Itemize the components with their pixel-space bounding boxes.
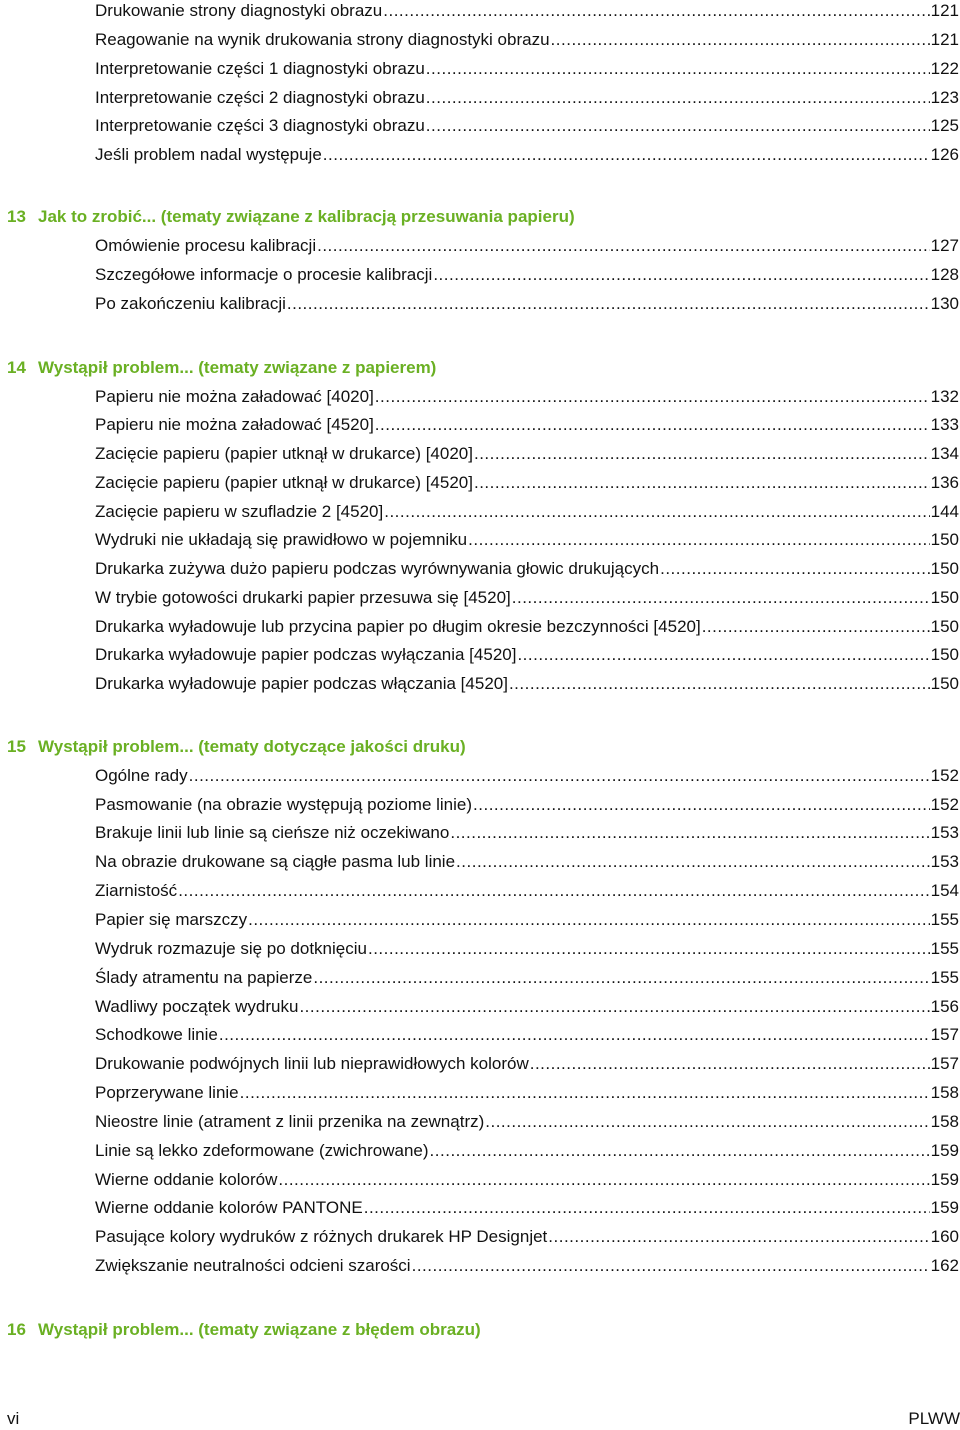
toc-entry-page: 159: [930, 1170, 959, 1189]
toc-entry-page: 130: [930, 294, 959, 313]
chapter-heading-13[interactable]: [7, 203, 960, 231]
leader-dots: [178, 877, 929, 905]
toc-entry[interactable]: [95, 1166, 959, 1194]
toc-entry-title: Papier się marszczy: [95, 910, 248, 929]
toc-entry-title: Wydruk rozmazuje się po dotknięciu: [95, 939, 367, 958]
toc-entry[interactable]: [95, 848, 959, 876]
leader-dots: [456, 848, 930, 876]
toc-entry[interactable]: [95, 261, 959, 289]
toc-entry-title: Drukarka wyładowuje lub przycina papier po długim okresie bezczynności [4520]: [95, 617, 701, 636]
leader-dots: [299, 993, 929, 1021]
leader-dots: [468, 526, 929, 554]
toc-entry-page: 158: [930, 1112, 959, 1131]
toc-entry-title: Schodkowe linie: [95, 1025, 218, 1044]
chapter-heading-15[interactable]: [7, 733, 960, 761]
leader-dots: [323, 141, 930, 169]
toc-entry-title: Interpretowanie części 2 diagnostyki obrazu: [95, 88, 425, 107]
leader-dots: [660, 555, 930, 583]
chapter-number: 16: [7, 1320, 26, 1339]
toc-entry[interactable]: [95, 877, 959, 905]
leader-dots: [426, 112, 930, 140]
leader-dots: [426, 84, 930, 112]
toc-entry[interactable]: [95, 993, 959, 1021]
toc-entry[interactable]: [95, 1223, 959, 1251]
toc-entry-title: Wierne oddanie kolorów PANTONE: [95, 1198, 363, 1217]
chapter-title: Wystąpił problem... (tematy związane z papierem): [38, 358, 437, 377]
toc-entry-page: 150: [930, 588, 959, 607]
toc-entry-title: Po zakończeniu kalibracji: [95, 294, 286, 313]
toc-entry-page: 136: [930, 473, 959, 492]
toc-entry[interactable]: [95, 584, 959, 612]
toc-entry-title: Ślady atramentu na papierze: [95, 968, 313, 987]
toc-entry-page: 126: [930, 145, 959, 164]
leader-dots: [313, 964, 929, 992]
toc-entry[interactable]: [95, 641, 959, 669]
toc-entry-title: Drukowanie podwójnych linii lub nieprawidłowych kolorów: [95, 1054, 529, 1073]
leader-dots: [512, 584, 930, 612]
toc-entry-title: Zacięcie papieru (papier utknął w drukarce) [4520]: [95, 473, 473, 492]
toc-entry[interactable]: [95, 1252, 959, 1280]
toc-entry-page: 162: [930, 1256, 959, 1275]
toc-entry[interactable]: [95, 555, 959, 583]
toc-entry-title: Drukowanie strony diagnostyki obrazu: [95, 1, 383, 20]
leader-dots: [240, 1079, 930, 1107]
toc-entry-page: 121: [930, 30, 959, 49]
toc-entry-title: Wadliwy początek wydruku: [95, 997, 299, 1016]
chapter-number: 15: [7, 737, 26, 756]
toc-entry-page: 123: [930, 88, 959, 107]
toc-entry[interactable]: [95, 0, 959, 25]
leader-dots: [548, 1223, 929, 1251]
leader-dots: [368, 935, 930, 963]
page-footer: [7, 1408, 960, 1430]
toc-entry-title: Drukarka zużywa dużo papieru podczas wyrównywania głowic drukujących: [95, 559, 660, 578]
footer-page-label: vi: [7, 1409, 20, 1428]
toc-entry-page: 158: [930, 1083, 959, 1102]
toc-entry-page: 150: [930, 674, 959, 693]
toc-entry[interactable]: [95, 613, 959, 641]
toc-entry-title: Zacięcie papieru w szufladzie 2 [4520]: [95, 502, 384, 521]
leader-dots: [383, 0, 929, 25]
leader-dots: [509, 670, 930, 698]
toc-entry-title: W trybie gotowości drukarki papier przesuwa się [4520]: [95, 588, 511, 607]
toc-entry-title: Interpretowanie części 3 diagnostyki obrazu: [95, 116, 425, 135]
toc-entry-title: Poprzerywane linie: [95, 1083, 239, 1102]
toc-entry-page: 152: [930, 766, 959, 785]
toc-entry-page: 128: [930, 265, 959, 284]
leader-dots: [551, 26, 930, 54]
toc-entry[interactable]: [95, 469, 959, 497]
toc-entry[interactable]: [95, 26, 959, 54]
toc-entry-title: Reagowanie na wynik drukowania strony diagnostyki obrazu: [95, 30, 550, 49]
toc-entry-title: Drukarka wyładowuje papier podczas włączania [4520]: [95, 674, 508, 693]
toc-entry-page: 133: [930, 415, 959, 434]
toc-entry-title: Pasmowanie (na obrazie występują poziome linie): [95, 795, 473, 814]
toc-entry[interactable]: [95, 1137, 959, 1165]
toc-entry-title: Jeśli problem nadal występuje: [95, 145, 322, 164]
toc-entry[interactable]: [95, 232, 959, 260]
toc-entry-page: 159: [930, 1141, 959, 1160]
footer-doc-code: PLWW: [908, 1409, 960, 1428]
toc-entry-page: 154: [930, 881, 959, 900]
toc-entry[interactable]: [95, 290, 959, 318]
leader-dots: [278, 1166, 929, 1194]
toc-entry-page: 155: [930, 939, 959, 958]
toc-entry-page: 153: [930, 852, 959, 871]
leader-dots: [189, 762, 930, 790]
leader-dots: [430, 1137, 930, 1165]
toc-entry-title: Zacięcie papieru (papier utknął w drukarce) [4020]: [95, 444, 473, 463]
toc-entry-title: Papieru nie można załadować [4520]: [95, 415, 374, 434]
toc-entry[interactable]: [95, 935, 959, 963]
leader-dots: [473, 791, 930, 819]
toc-entry-page: 155: [930, 968, 959, 987]
toc-entry[interactable]: [95, 762, 959, 790]
toc-entry-page: 134: [930, 444, 959, 463]
toc-entry-title: Papieru nie można załadować [4020]: [95, 387, 374, 406]
toc-entry-page: 121: [930, 1, 959, 20]
toc-entry-page: 160: [930, 1227, 959, 1246]
toc-entry[interactable]: [95, 906, 959, 934]
toc-entry[interactable]: [95, 1079, 959, 1107]
toc-entry[interactable]: [95, 383, 959, 411]
toc-entry-page: 159: [930, 1198, 959, 1217]
toc-entry[interactable]: [95, 819, 959, 847]
toc-entry[interactable]: [95, 84, 959, 112]
leader-dots: [364, 1194, 930, 1222]
toc-entry-page: 150: [930, 645, 959, 664]
toc-entry[interactable]: [95, 964, 959, 992]
toc-entry-title: Pasujące kolory wydruków z różnych drukarek HP Designjet: [95, 1227, 548, 1246]
leader-dots: [450, 819, 929, 847]
toc-entry[interactable]: [95, 411, 959, 439]
toc-entry-page: 144: [930, 502, 959, 521]
leader-dots: [317, 232, 930, 260]
leader-dots: [485, 1108, 929, 1136]
chapter-number: 14: [7, 358, 26, 377]
chapter-heading-16[interactable]: [7, 1316, 960, 1344]
leader-dots: [474, 469, 930, 497]
leader-dots: [530, 1050, 930, 1078]
toc-entry-title: Ogólne rady: [95, 766, 188, 785]
toc-entry-title: Omówienie procesu kalibracji: [95, 236, 317, 255]
toc-entry-page: 127: [930, 236, 959, 255]
leader-dots: [474, 440, 930, 468]
chapter-heading-14[interactable]: [7, 354, 960, 382]
toc-entry-title: Szczegółowe informacje o procesie kalibracji: [95, 265, 433, 284]
leader-dots: [412, 1252, 930, 1280]
toc-entry[interactable]: [95, 498, 959, 526]
toc-entry-page: 150: [930, 530, 959, 549]
leader-dots: [375, 383, 930, 411]
leader-dots: [517, 641, 929, 669]
toc-entry-page: 122: [930, 59, 959, 78]
leader-dots: [375, 411, 930, 439]
toc-entry-title: Brakuje linii lub linie są cieńsze niż oczekiwano: [95, 823, 450, 842]
toc-entry-page: 152: [930, 795, 959, 814]
toc-entry-page: 156: [930, 997, 959, 1016]
toc-entry-title: Wydruki nie układają się prawidłowo w pojemniku: [95, 530, 468, 549]
toc-entry-title: Zwiększanie neutralności odcieni szarości: [95, 1256, 411, 1275]
leader-dots: [384, 498, 929, 526]
toc-entry[interactable]: [95, 55, 959, 83]
toc-entry-title: Na obrazie drukowane są ciągłe pasma lub linie: [95, 852, 456, 871]
toc-entry[interactable]: [95, 440, 959, 468]
toc-entry[interactable]: [95, 1108, 959, 1136]
toc-entry-page: 155: [930, 910, 959, 929]
leader-dots: [426, 55, 930, 83]
toc-entry[interactable]: [95, 791, 959, 819]
toc-entry[interactable]: [95, 1194, 959, 1222]
toc-entry-title: Drukarka wyładowuje papier podczas wyłączania [4520]: [95, 645, 517, 664]
toc-entry-title: Ziarnistość: [95, 881, 178, 900]
toc-entry-page: 153: [930, 823, 959, 842]
toc-entry[interactable]: [95, 1021, 959, 1049]
toc-entry-title: Wierne oddanie kolorów: [95, 1170, 278, 1189]
leader-dots: [248, 906, 930, 934]
leader-dots: [287, 290, 930, 318]
leader-dots: [219, 1021, 930, 1049]
toc-entry[interactable]: [95, 112, 959, 140]
toc-entry[interactable]: [95, 1050, 959, 1078]
toc-entry-title: Linie są lekko zdeformowane (zwichrowane): [95, 1141, 429, 1160]
leader-dots: [702, 613, 930, 641]
toc-entry[interactable]: [95, 526, 959, 554]
toc-entry-page: 157: [930, 1054, 959, 1073]
toc-entry-title: Interpretowanie części 1 diagnostyki obrazu: [95, 59, 425, 78]
toc-entry-page: 125: [930, 116, 959, 135]
toc-entry-page: 157: [930, 1025, 959, 1044]
chapter-title: Wystąpił problem... (tematy dotyczące jakości druku): [38, 737, 466, 756]
chapter-number: 13: [7, 207, 26, 226]
leader-dots: [433, 261, 929, 289]
toc-entry-page: 132: [930, 387, 959, 406]
chapter-title: Jak to zrobić... (tematy związane z kalibracją przesuwania papieru): [38, 207, 575, 226]
toc-entry-title: Nieostre linie (atrament z linii przenika na zewnątrz): [95, 1112, 485, 1131]
toc-entry-page: 150: [930, 559, 959, 578]
toc-entry[interactable]: [95, 670, 959, 698]
toc-entry-page: 150: [930, 617, 959, 636]
toc-entry[interactable]: [95, 141, 959, 169]
chapter-title: Wystąpił problem... (tematy związane z błędem obrazu): [38, 1320, 481, 1339]
